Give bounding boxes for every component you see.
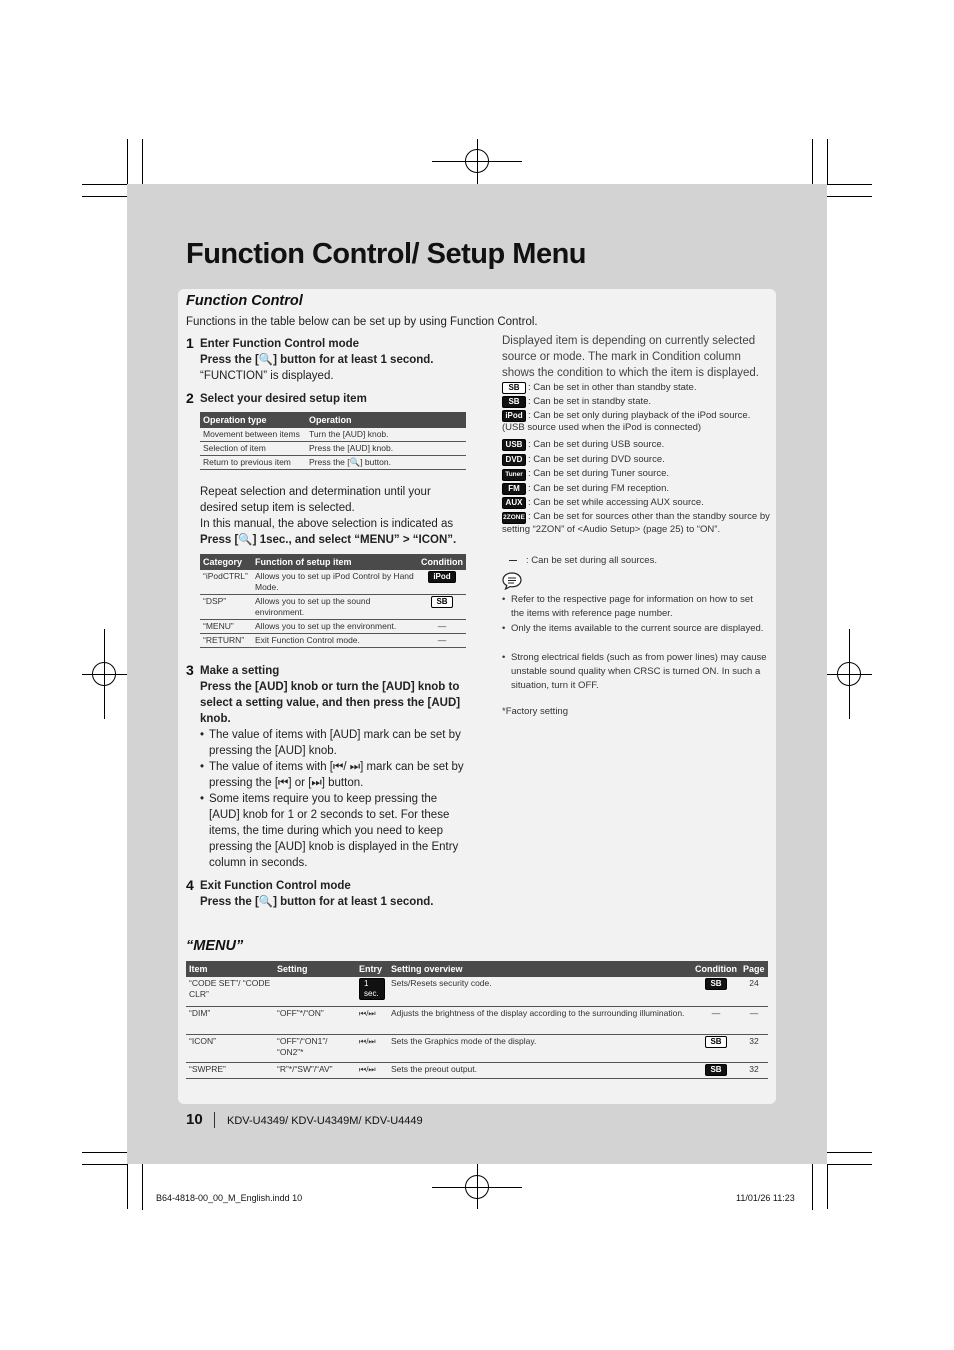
condition-badge: SB — [705, 978, 726, 990]
section-heading: Function Control — [186, 293, 303, 309]
ipod-badge: iPod — [502, 410, 526, 422]
bullet-text: The value of items with [⏮/ ⏭] mark can be set by pressing the [⏮] or [⏭] button. — [209, 761, 464, 789]
table-cell: “MENU” — [200, 620, 252, 634]
table-cell: — — [692, 1006, 740, 1034]
table-cell: “SWPRE” — [186, 1062, 274, 1078]
entry-badge: 1 sec. — [359, 978, 385, 1000]
step-title: Make a setting — [200, 665, 280, 677]
condition-text: : Can be set during all sources. — [526, 555, 657, 566]
conditions-intro: Displayed item is depending on currently selected source or mode. The mark in Condition column shows the condition to which the item is displayed. — [502, 335, 759, 379]
bullet-dot: • — [502, 623, 506, 634]
condition-item — [502, 454, 770, 466]
registration-mark — [92, 662, 116, 686]
table-cell: Press the [AUD] knob. — [306, 442, 466, 456]
step-title: Select your desired setup item — [200, 393, 367, 405]
table-row — [200, 428, 466, 442]
note-text: Only the items available to the current source are displayed. — [511, 623, 764, 634]
note-text: Strong electrical fields (such as from power lines) may cause unstable sound quality when CRSC is turned ON. In such a situation, turn it OFF. — [511, 652, 767, 691]
table-row — [186, 977, 768, 1006]
tuner-badge: Tuner — [502, 469, 526, 481]
condition-item — [502, 555, 770, 567]
table-cell: “iPodCTRL” — [200, 570, 252, 595]
condition-item — [502, 439, 770, 451]
page-number: 10 — [186, 1111, 203, 1128]
bullet-dot: • — [200, 761, 205, 773]
crop-mark — [827, 184, 872, 185]
table-cell: Sets/Resets security code. — [388, 977, 692, 1006]
condition-item — [502, 396, 770, 408]
table-row — [200, 620, 466, 634]
condition-badge: SB — [705, 1036, 726, 1048]
condition-item — [502, 497, 770, 509]
bullet-dot: • — [502, 652, 506, 663]
condition-item — [502, 382, 770, 394]
model-names: KDV-U4349/ KDV-U4349M/ KDV-U4449 — [227, 1115, 423, 1127]
table-cell: — — [418, 634, 466, 648]
condition-text: : Can be set during FM reception. — [528, 483, 669, 494]
repeat-text: Repeat selection and determination until your desired setup item is selected. — [200, 486, 431, 514]
crop-mark — [827, 139, 828, 184]
bullet-text: The value of items with [AUD] mark can be set by pressing the [AUD] knob. — [209, 729, 461, 757]
table-header: Setting overview — [388, 961, 692, 977]
menu-heading: “MENU” — [186, 938, 244, 954]
condition-text: : Can be set during Tuner source. — [528, 468, 669, 479]
condition-item — [502, 511, 770, 536]
table-cell: — — [418, 620, 466, 634]
step-number: 2 — [186, 390, 194, 406]
fm-badge: FM — [502, 483, 526, 495]
table-row — [200, 634, 466, 648]
step-number: 3 — [186, 662, 194, 678]
bullet-text: Some items require you to keep pressing the [AUD] knob for 1 or 2 seconds to set. For these items, the time during which you need to keep pressing the [AUD] knob is displayed in the Entry column in seconds. — [209, 793, 459, 869]
table-cell: Turn the [AUD] knob. — [306, 428, 466, 442]
table-cell — [274, 977, 356, 1006]
table-row — [186, 1062, 768, 1078]
table-cell: “CODE SET”/ “CODE CLR” — [186, 977, 274, 1006]
table-header: Function of setup item — [252, 554, 418, 570]
manual-text: In this manual, the above selection is indicated as — [200, 518, 454, 530]
crop-mark — [127, 1164, 128, 1209]
table-cell: Sets the preout output. — [388, 1062, 692, 1078]
table-cell: Movement between items — [200, 428, 306, 442]
table-header: Condition — [418, 554, 466, 570]
operation-table — [200, 412, 466, 470]
table-cell: Sets the Graphics mode of the display. — [388, 1034, 692, 1062]
step-note: “FUNCTION” is displayed. — [200, 370, 334, 382]
dvd-badge: DVD — [502, 454, 526, 466]
table-cell: “R”*/“SW”/“AV” — [274, 1062, 356, 1078]
table-header: Entry — [356, 961, 388, 977]
table-cell: Press the [🔍] button. — [306, 456, 466, 470]
table-cell: Selection of item — [200, 442, 306, 456]
intro-text: Functions in the table below can be set up by using Function Control. — [186, 316, 538, 328]
condition-text: : Can be set in standby state. — [528, 396, 652, 407]
table-row — [200, 595, 466, 620]
condition-badge: SB — [705, 1064, 726, 1076]
press-instruction: Press [🔍] 1sec., and select “MENU” > “ICON”. — [200, 534, 457, 546]
condition-text: : Can be set while accessing AUX source. — [528, 497, 704, 508]
table-header: Category — [200, 554, 252, 570]
table-header: Operation — [306, 412, 466, 428]
table-cell: “ICON” — [186, 1034, 274, 1062]
factory-note: *Factory setting — [502, 706, 568, 717]
step-instruction: Press the [🔍] button for at least 1 second. — [200, 896, 434, 908]
condition-text: : Can be set during USB source. — [528, 439, 665, 450]
step-title: Exit Function Control mode — [200, 880, 351, 892]
crop-mark — [82, 184, 127, 185]
condition-badge: iPod — [428, 571, 455, 583]
bullet-dot: • — [502, 594, 506, 605]
crop-mark — [82, 1164, 127, 1165]
table-cell: 32 — [740, 1034, 768, 1062]
step-number: 1 — [186, 335, 194, 351]
crop-mark — [127, 139, 128, 184]
table-row — [200, 442, 466, 456]
table-cell: Return to previous item — [200, 456, 306, 470]
table-header: Condition — [692, 961, 740, 977]
table-cell: Adjusts the brightness of the display according to the surrounding illumination. — [388, 1006, 692, 1034]
2zone-badge: 2ZONE — [502, 512, 526, 524]
print-date: 11/01/26 11:23 — [736, 1193, 795, 1203]
table-row — [200, 570, 466, 595]
footer-divider — [214, 1112, 215, 1128]
condition-item — [502, 410, 770, 434]
step-number: 4 — [186, 877, 194, 893]
table-cell: “OFF”*/“ON” — [274, 1006, 356, 1034]
table-cell: — — [740, 1006, 768, 1034]
condition-cell — [418, 570, 466, 595]
table-row — [186, 1006, 768, 1034]
table-cell: 24 — [740, 977, 768, 1006]
table-cell: “OFF”/“ON1”/ “ON2”* — [274, 1034, 356, 1062]
condition-text: : Can be set during DVD source. — [528, 454, 665, 465]
step-instruction: Press the [AUD] knob or turn the [AUD] knob to select a setting value, and then press the [AUD] knob. — [200, 681, 461, 725]
crop-mark — [827, 1164, 828, 1209]
table-cell: Allows you to set up the environment. — [252, 620, 418, 634]
condition-item — [502, 483, 770, 495]
condition-text: : Can be set for sources other than the standby source by setting “2ZON” of <Audio Setup> (page 25) to “ON”. — [502, 511, 770, 535]
condition-cell — [418, 595, 466, 620]
note-text: Refer to the respective page for information on how to set the items with reference page number. — [511, 594, 753, 619]
bullet-dot: • — [200, 793, 205, 805]
condition-text: : Can be set in other than standby state. — [528, 382, 697, 393]
registration-mark — [465, 149, 489, 173]
dash-mark: — — [509, 556, 517, 565]
table-cell: “DIM” — [186, 1006, 274, 1034]
condition-cell — [692, 977, 740, 1006]
usb-badge: USB — [502, 439, 526, 451]
page-title: Function Control/ Setup Menu — [186, 238, 587, 270]
table-cell: Allows you to set up the sound environment. — [252, 595, 418, 620]
file-name: B64-4818-00_00_M_English.indd 10 — [156, 1193, 303, 1203]
condition-cell — [692, 1034, 740, 1062]
registration-mark — [465, 1175, 489, 1199]
table-cell: Exit Function Control mode. — [252, 634, 418, 648]
table-header: Item — [186, 961, 274, 977]
aux-badge: AUX — [502, 497, 526, 509]
sb-badge: SB — [502, 382, 526, 394]
note-icon — [502, 572, 522, 590]
table-cell: Allows you to set up iPod Control by Hand Mode. — [252, 570, 418, 595]
crop-mark — [827, 1164, 872, 1165]
condition-item — [502, 468, 770, 481]
sb-badge: SB — [502, 396, 526, 408]
table-header: Setting — [274, 961, 356, 977]
registration-mark — [837, 662, 861, 686]
table-cell: ⏮/⏭ — [356, 1034, 388, 1062]
table-header: Page — [740, 961, 768, 977]
table-cell: 32 — [740, 1062, 768, 1078]
table-cell: “RETURN” — [200, 634, 252, 648]
table-row — [186, 1034, 768, 1062]
step-title: Enter Function Control mode — [200, 338, 360, 350]
category-table — [200, 554, 466, 648]
condition-text: : Can be set only during playback of the iPod source. (USB source used when the iPod is connected) — [502, 410, 751, 433]
table-cell: ⏮/⏭ — [356, 1062, 388, 1078]
table-cell: ⏮/⏭ — [356, 1006, 388, 1034]
entry-cell — [356, 977, 388, 1006]
menu-table — [186, 961, 768, 1079]
table-row — [200, 456, 466, 470]
table-cell: “DSP” — [200, 595, 252, 620]
condition-cell — [692, 1062, 740, 1078]
step-instruction: Press the [🔍] button for at least 1 second. — [200, 354, 434, 366]
table-header: Operation type — [200, 412, 306, 428]
condition-badge: SB — [431, 596, 452, 608]
bullet-dot: • — [200, 729, 205, 741]
